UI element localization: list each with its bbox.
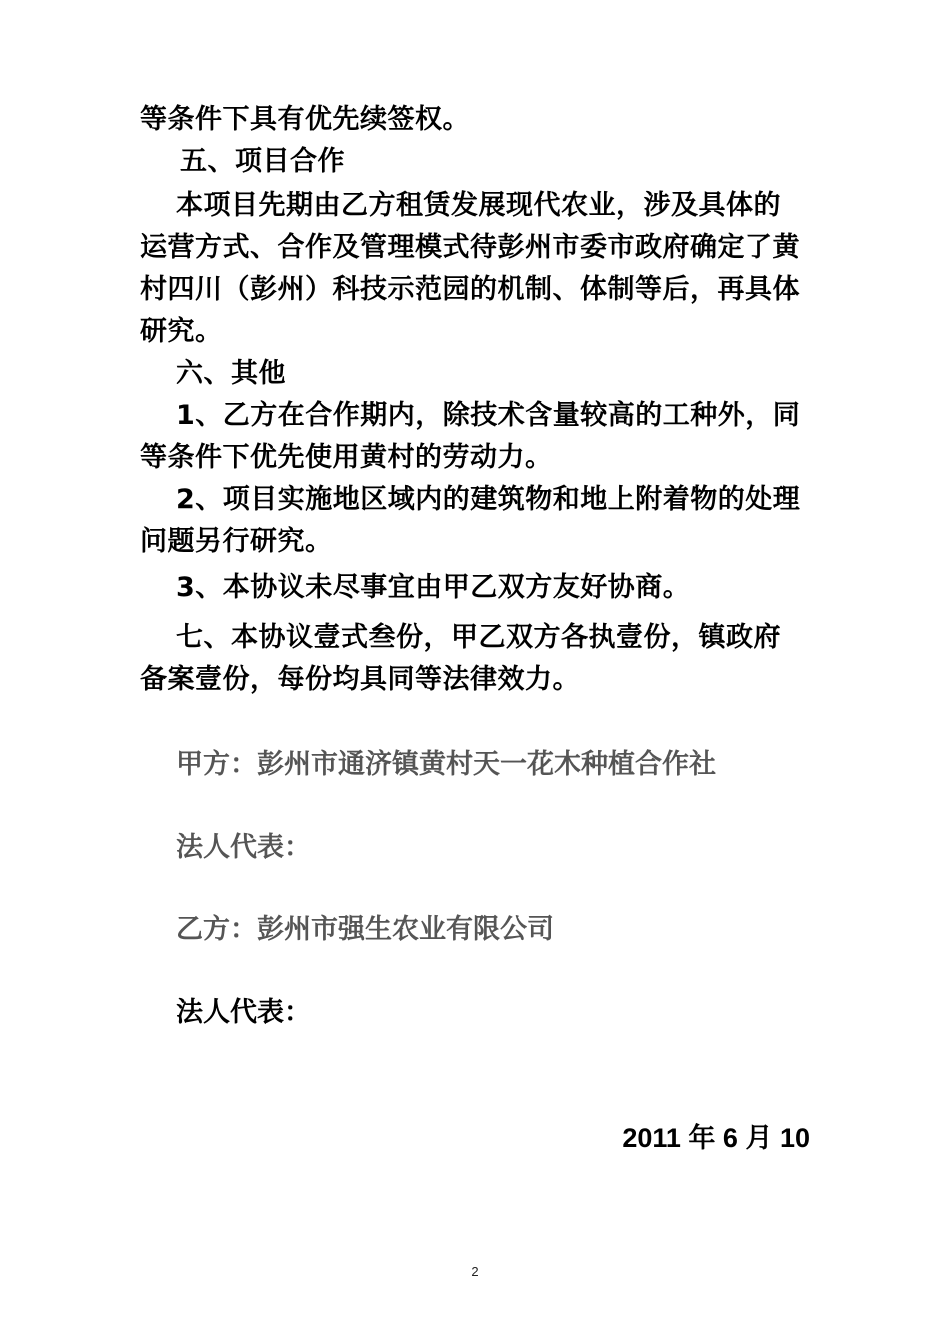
party-b-label: 乙方：彭州市强生农业有限公司 xyxy=(176,914,554,945)
paragraph-line: 问题另行研究。 xyxy=(140,526,333,557)
party-a-label: 甲方：彭州市通济镇黄村天一花木种植合作社 xyxy=(176,749,716,780)
page-number: 2 xyxy=(471,1264,479,1279)
paragraph-line: 村四川（彭州）科技示范园的机制、体制等后，再具体 xyxy=(140,274,800,305)
paragraph-line: 研究。 xyxy=(140,316,223,347)
section-heading-5: 五、项目合作 xyxy=(180,146,345,177)
paragraph-line: 1、乙方在合作期内，除技术含量较高的工种外，同 xyxy=(176,400,801,431)
party-b-representative: 法人代表： xyxy=(176,997,311,1028)
paragraph-line: 备案壹份，每份均具同等法律效力。 xyxy=(140,664,580,695)
section-heading-6: 六、其他 xyxy=(176,358,286,389)
paragraph-line: 2、项目实施地区域内的建筑物和地上附着物的处理 xyxy=(176,484,801,515)
signing-date: 2011 年 6 月 10 xyxy=(622,1123,810,1153)
paragraph-line: 本项目先期由乙方租赁发展现代农业，涉及具体的 xyxy=(176,190,781,221)
paragraph-line: 七、本协议壹式叁份，甲乙双方各执壹份，镇政府 xyxy=(176,622,781,653)
paragraph-line: 等条件下优先使用黄村的劳动力。 xyxy=(140,442,553,473)
paragraph-line: 等条件下具有优先续签权。 xyxy=(140,104,470,135)
paragraph-line: 3、本协议未尽事宜由甲乙双方友好协商。 xyxy=(176,572,691,603)
party-a-representative: 法人代表： xyxy=(176,832,311,863)
paragraph-line: 运营方式、合作及管理模式待彭州市委市政府确定了黄 xyxy=(140,232,800,263)
